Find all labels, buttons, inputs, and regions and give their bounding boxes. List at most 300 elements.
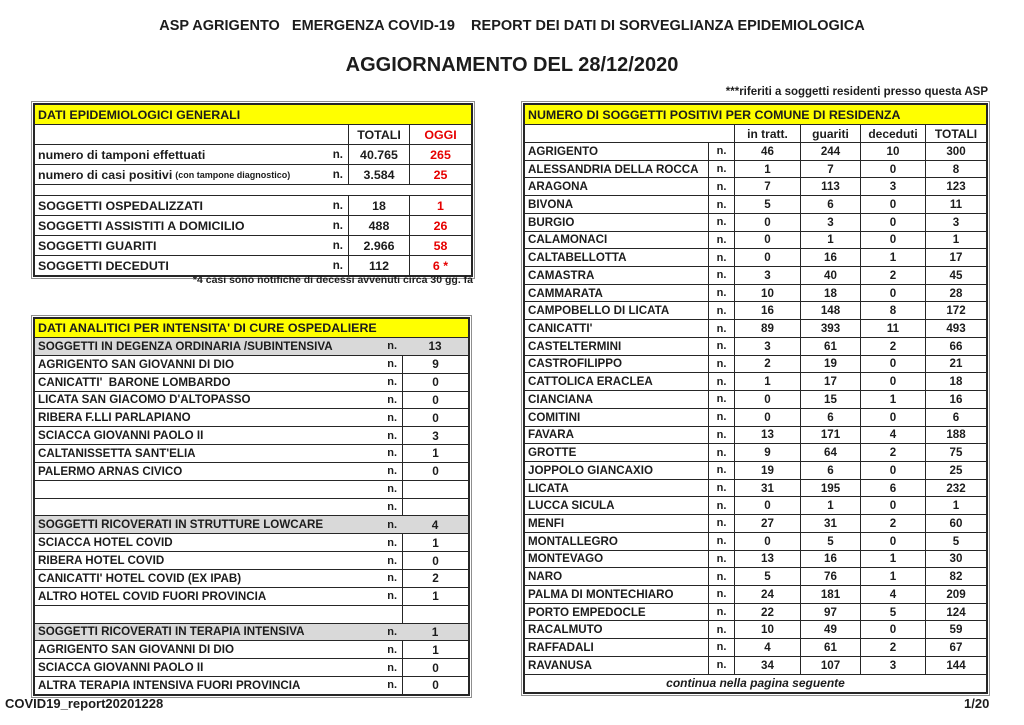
row-value-oggi: 1 (409, 196, 471, 215)
comune-row (525, 213, 986, 231)
row-label (35, 356, 402, 373)
page-number: 1/20 (964, 696, 990, 711)
general-data-row (35, 164, 471, 184)
hospital-intensity-table (33, 317, 470, 696)
comune-name: RACALMUTO (528, 623, 603, 637)
row-value-guariti: 17 (800, 373, 860, 390)
hospital-section-row (35, 337, 468, 355)
n-abbreviation: n. (387, 554, 397, 567)
comune-row (525, 426, 986, 444)
row-value-oggi: 6 * (409, 256, 471, 275)
row-label-text: LICATA SAN GIACOMO D'ALTOPASSO (38, 393, 251, 407)
n-abbreviation: n. (332, 259, 343, 272)
n-abbreviation: n. (708, 320, 734, 337)
row-value: 4 (431, 517, 439, 532)
comune-name: NARO (528, 570, 563, 584)
comune-name: MONTEVAGO (528, 552, 604, 566)
n-abbreviation: n. (708, 409, 734, 426)
column-header-guariti: guariti (800, 125, 860, 142)
row-value: 9 (402, 356, 468, 373)
comune-name: COMITINI (528, 410, 581, 424)
comune-name: RAVANUSA (528, 658, 592, 672)
row-label (35, 427, 402, 444)
comune-name: GROTTE (528, 446, 577, 460)
comune-row (525, 479, 986, 497)
row-value-totali: 1 (925, 232, 986, 249)
row-value: 3 (402, 427, 468, 444)
row-label-text: SOGGETTI IN DEGENZA ORDINARIA /SUBINTENSIVA (38, 339, 333, 353)
row-value-guariti: 6 (800, 196, 860, 213)
n-abbreviation: n. (708, 639, 734, 656)
row-value-totali: 17 (925, 249, 986, 266)
n-abbreviation: n. (332, 199, 343, 212)
row-value-totali: 60 (925, 515, 986, 532)
row-value-in-tratt: 16 (734, 302, 800, 319)
comuni-header-empty (525, 125, 734, 142)
comune-row (525, 638, 986, 656)
row-value-guariti: 6 (800, 409, 860, 426)
comune-name: RAFFADALI (528, 640, 594, 654)
row-value-totali: 188 (925, 427, 986, 444)
n-abbreviation: n. (387, 465, 397, 478)
row-value-deceduti: 3 (860, 178, 925, 195)
row-value-totali: 18 (925, 373, 986, 390)
row-label (35, 624, 402, 641)
general-data-row (35, 144, 471, 164)
comune-row (525, 177, 986, 195)
row-label (35, 256, 348, 275)
row-value-deceduti: 0 (860, 285, 925, 302)
n-abbreviation: n. (708, 178, 734, 195)
hospital-data-row (35, 373, 468, 391)
row-value-guariti: 7 (800, 161, 860, 178)
row-value-totali: 16 (925, 391, 986, 408)
row-value-totali: 144 (925, 657, 986, 674)
hospital-data-row (35, 426, 468, 444)
n-abbreviation: n. (387, 340, 397, 353)
n-abbreviation: n. (708, 551, 734, 568)
row-value-totali: 3 (925, 214, 986, 231)
n-abbreviation: n. (387, 376, 397, 389)
row-label (35, 145, 348, 164)
general-table-body (35, 144, 471, 275)
row-value-deceduti: 0 (860, 533, 925, 550)
comune-name: CANICATTI' (528, 322, 593, 336)
comune-row (525, 372, 986, 390)
hospital-table-title: DATI ANALITICI PER INTENSITA' DI CURE OSPEDALIERE (35, 319, 468, 337)
row-value-in-tratt: 10 (734, 285, 800, 302)
asp-residents-note: ***riferiti a soggetti residenti presso questa ASP (725, 86, 988, 98)
row-value-guariti: 15 (800, 391, 860, 408)
row-label (35, 516, 402, 533)
hospital-data-row (35, 676, 468, 694)
n-abbreviation: n. (708, 338, 734, 355)
hospital-data-row (35, 569, 468, 587)
hospital-data-row (35, 658, 468, 676)
row-value-in-tratt: 0 (734, 533, 800, 550)
row-label (35, 570, 402, 587)
comune-name: BURGIO (528, 215, 575, 229)
comune-row (525, 195, 986, 213)
comune-row (525, 656, 986, 674)
row-value-guariti: 171 (800, 427, 860, 444)
row-value-in-tratt: 89 (734, 320, 800, 337)
row-value (402, 481, 468, 498)
row-value-deceduti: 6 (860, 480, 925, 497)
report-subtitle: AGGIORNAMENTO DEL 28/12/2020 (345, 54, 679, 76)
general-spacer-row (35, 184, 471, 195)
comune-row (525, 390, 986, 408)
n-abbreviation: n. (708, 232, 734, 249)
n-abbreviation: n. (708, 462, 734, 479)
row-value-in-tratt: 7 (734, 178, 800, 195)
row-label-text: numero di casi positivi (38, 167, 173, 182)
row-value-deceduti: 0 (860, 196, 925, 213)
row-label-text: PALERMO ARNAS CIVICO (38, 464, 183, 478)
row-label (35, 216, 348, 235)
row-label (35, 588, 402, 605)
row-label-text: CALTANISSETTA SANT'ELIA (38, 446, 196, 460)
comune-row (525, 301, 986, 319)
row-value-in-tratt: 31 (734, 480, 800, 497)
row-value-guariti: 3 (800, 214, 860, 231)
row-value: 2 (402, 570, 468, 587)
n-abbreviation: n. (708, 391, 734, 408)
n-abbreviation: n. (708, 657, 734, 674)
row-value: 0 (402, 409, 468, 426)
n-abbreviation: n. (708, 161, 734, 178)
comune-name: ARAGONA (528, 180, 588, 194)
row-value-in-tratt: 13 (734, 551, 800, 568)
row-value-deceduti: 0 (860, 356, 925, 373)
comune-row (525, 248, 986, 266)
row-value-deceduti: 0 (860, 409, 925, 426)
hospital-data-row (35, 498, 468, 516)
hospital-data-row (35, 391, 468, 409)
row-label-text: SOGGETTI ASSISTITI A DOMICILIO (38, 218, 245, 233)
row-label (35, 236, 348, 255)
hospital-section-row (35, 515, 468, 533)
row-value-guariti: 61 (800, 639, 860, 656)
row-label-text: SOGGETTI OSPEDALIZZATI (38, 198, 203, 213)
row-label (35, 641, 402, 658)
comune-row (525, 585, 986, 603)
row-value-in-tratt: 9 (734, 444, 800, 461)
row-value-deceduti: 0 (860, 462, 925, 479)
row-value-guariti: 16 (800, 551, 860, 568)
comune-name: JOPPOLO GIANCAXIO (528, 463, 653, 477)
comune-name: CIANCIANA (528, 392, 594, 406)
n-abbreviation: n. (387, 590, 397, 603)
row-value: 0 (402, 659, 468, 676)
row-value-guariti: 244 (800, 143, 860, 160)
row-value-deceduti: 10 (860, 143, 925, 160)
n-abbreviation: n. (387, 393, 397, 406)
row-value-in-tratt: 22 (734, 604, 800, 621)
row-label-text: SCIACCA HOTEL COVID (38, 536, 173, 550)
row-value-guariti: 19 (800, 356, 860, 373)
n-abbreviation: n. (708, 196, 734, 213)
row-value-totali: 112 (348, 256, 409, 275)
n-abbreviation: n. (387, 411, 397, 424)
row-value-guariti: 393 (800, 320, 860, 337)
row-value-totali: 493 (925, 320, 986, 337)
row-value-oggi: 265 (409, 145, 471, 164)
comune-name: CASTROFILIPPO (528, 357, 623, 371)
row-label-text: SCIACCA GIOVANNI PAOLO II (38, 661, 204, 675)
comune-name: CALTABELLOTTA (528, 251, 627, 265)
row-label-text: SOGGETTI RICOVERATI IN TERAPIA INTENSIVA (38, 625, 305, 639)
n-abbreviation: n. (708, 285, 734, 302)
comune-name: CASTELTERMINI (528, 339, 622, 353)
row-value-guariti: 61 (800, 338, 860, 355)
row-value-totali: 6 (925, 409, 986, 426)
continues-next-page-note: continua nella pagina seguente (525, 674, 986, 692)
row-value: 1 (402, 588, 468, 605)
row-value-guariti: 113 (800, 178, 860, 195)
row-value-guariti: 76 (800, 568, 860, 585)
row-value-totali: 18 (348, 196, 409, 215)
row-value: 13 (428, 339, 442, 354)
hospital-data-row (35, 640, 468, 658)
comune-row (525, 567, 986, 585)
row-value-deceduti: 0 (860, 161, 925, 178)
row-label-text: ALTRA TERAPIA INTENSIVA FUORI PROVINCIA (38, 678, 301, 692)
row-label-text: numero di tamponi effettuati (38, 147, 206, 162)
row-value: 1 (402, 445, 468, 462)
row-value-deceduti: 1 (860, 249, 925, 266)
comune-name: CALAMONACI (528, 233, 608, 247)
hospital-data-row (35, 408, 468, 426)
row-label-text: AGRIGENTO SAN GIOVANNI DI DIO (38, 357, 235, 371)
row-value-in-tratt: 1 (734, 161, 800, 178)
row-value-totali: 30 (925, 551, 986, 568)
comune-name: AGRIGENTO (528, 144, 598, 158)
row-value-totali: 209 (925, 586, 986, 603)
row-value-guariti: 148 (800, 302, 860, 319)
row-value-guariti: 5 (800, 533, 860, 550)
comuni-table-body (525, 142, 986, 674)
row-value-guariti: 31 (800, 515, 860, 532)
comune-row (525, 443, 986, 461)
row-label (35, 409, 402, 426)
row-value-in-tratt: 3 (734, 338, 800, 355)
row-value-deceduti: 1 (860, 551, 925, 568)
row-value-guariti: 97 (800, 604, 860, 621)
n-abbreviation: n. (708, 249, 734, 266)
row-value-totali: 59 (925, 621, 986, 638)
comune-name: LICATA (528, 481, 569, 495)
comune-row (525, 142, 986, 160)
row-label (35, 534, 402, 551)
row-label (35, 463, 402, 480)
row-value-totali: 5 (925, 533, 986, 550)
row-value-guariti: 18 (800, 285, 860, 302)
row-value-in-tratt: 34 (734, 657, 800, 674)
row-value: 0 (402, 392, 468, 409)
row-label (35, 499, 402, 516)
comune-row (525, 319, 986, 337)
comune-name: FAVARA (528, 428, 574, 442)
comune-name: ALESSANDRIA DELLA ROCCA (528, 162, 699, 176)
row-label (35, 606, 402, 623)
column-header-deceduti: deceduti (860, 125, 925, 142)
row-value-totali: 123 (925, 178, 986, 195)
comune-row (525, 603, 986, 621)
row-value-in-tratt: 27 (734, 515, 800, 532)
row-label-text: SOGGETTI DECEDUTI (38, 258, 169, 273)
row-value-in-tratt: 3 (734, 267, 800, 284)
row-value-in-tratt: 0 (734, 232, 800, 249)
comune-name: LUCCA SICULA (528, 499, 615, 513)
row-label (35, 338, 402, 355)
row-value: 1 (402, 534, 468, 551)
row-label-text: ALTRO HOTEL COVID FUORI PROVINCIA (38, 589, 267, 603)
n-abbreviation: n. (332, 168, 343, 181)
comune-name: BIVONA (528, 198, 574, 212)
row-label (35, 677, 402, 694)
n-abbreviation: n. (387, 625, 397, 638)
general-header-empty (35, 125, 348, 144)
row-value-guariti: 6 (800, 462, 860, 479)
row-value (402, 606, 468, 623)
row-value-deceduti: 0 (860, 373, 925, 390)
row-value-totali: 300 (925, 143, 986, 160)
n-abbreviation: n. (708, 143, 734, 160)
comune-name: MONTALLEGRO (528, 534, 618, 548)
row-label (35, 481, 402, 498)
row-value-in-tratt: 1 (734, 373, 800, 390)
row-value-in-tratt: 5 (734, 196, 800, 213)
row-value-deceduti: 2 (860, 267, 925, 284)
row-value-deceduti: 3 (860, 657, 925, 674)
n-abbreviation: n. (708, 267, 734, 284)
row-label-text: SCIACCA GIOVANNI PAOLO II (38, 429, 204, 443)
row-label-text: AGRIGENTO SAN GIOVANNI DI DIO (38, 643, 235, 657)
comune-name: CAMMARATA (528, 286, 603, 300)
n-abbreviation: n. (708, 621, 734, 638)
general-table-title: DATI EPIDEMIOLOGICI GENERALI (35, 105, 471, 124)
comune-row (525, 532, 986, 550)
n-abbreviation: n. (708, 444, 734, 461)
row-value-in-tratt: 0 (734, 497, 800, 514)
n-abbreviation: n. (332, 148, 343, 161)
comune-row (525, 284, 986, 302)
row-value-totali: 3.584 (348, 165, 409, 184)
row-value-in-tratt: 5 (734, 568, 800, 585)
column-header-in-tratt: in tratt. (734, 125, 800, 142)
row-label (35, 445, 402, 462)
row-value-deceduti: 2 (860, 639, 925, 656)
n-abbreviation: n. (708, 515, 734, 532)
row-value: 0 (402, 552, 468, 569)
row-value-in-tratt: 4 (734, 639, 800, 656)
row-value-deceduti: 0 (860, 232, 925, 249)
row-value-totali: 2.966 (348, 236, 409, 255)
n-abbreviation: n. (708, 214, 734, 231)
n-abbreviation: n. (387, 661, 397, 674)
row-label (35, 165, 348, 184)
n-abbreviation: n. (708, 356, 734, 373)
comune-row (525, 461, 986, 479)
general-data-row (35, 215, 471, 235)
row-value-totali: 21 (925, 356, 986, 373)
column-header-oggi: OGGI (409, 125, 471, 144)
row-value: 0 (402, 677, 468, 694)
row-value-guariti: 16 (800, 249, 860, 266)
row-label-text: CANICATTI' BARONE LOMBARDO (38, 375, 231, 389)
row-value-deceduti: 11 (860, 320, 925, 337)
comuni-table-title: NUMERO DI SOGGETTI POSITIVI PER COMUNE DI RESIDENZA (525, 105, 986, 124)
row-value-deceduti: 0 (860, 214, 925, 231)
row-label-text: RIBERA F.LLI PARLAPIANO (38, 411, 191, 425)
hospital-data-row (35, 480, 468, 498)
row-value-deceduti: 0 (860, 621, 925, 638)
row-label-text: SOGGETTI RICOVERATI IN STRUTTURE LOWCARE (38, 518, 324, 532)
document-filename: COVID19_report20201228 (5, 696, 164, 711)
row-value-totali: 232 (925, 480, 986, 497)
row-value-guariti: 1 (800, 497, 860, 514)
row-value-totali: 1 (925, 497, 986, 514)
n-abbreviation: n. (332, 239, 343, 252)
n-abbreviation: n. (387, 358, 397, 371)
row-value-in-tratt: 0 (734, 249, 800, 266)
comune-row (525, 337, 986, 355)
n-abbreviation: n. (708, 586, 734, 603)
row-value-totali: 75 (925, 444, 986, 461)
row-value-deceduti: 4 (860, 586, 925, 603)
row-value-in-tratt: 2 (734, 356, 800, 373)
row-value-guariti: 49 (800, 621, 860, 638)
comuni-table-header-row (525, 124, 986, 142)
row-value: 0 (402, 374, 468, 391)
general-table-header-row (35, 124, 471, 144)
n-abbreviation: n. (708, 427, 734, 444)
comune-row (525, 355, 986, 373)
comune-name: CAMPOBELLO DI LICATA (528, 304, 670, 318)
row-value-deceduti: 0 (860, 497, 925, 514)
comune-name: CATTOLICA ERACLEA (528, 375, 653, 389)
comune-name: PORTO EMPEDOCLE (528, 605, 646, 619)
n-abbreviation: n. (332, 219, 343, 232)
comune-row (525, 266, 986, 284)
row-value-deceduti: 8 (860, 302, 925, 319)
row-value-oggi: 26 (409, 216, 471, 235)
comune-name: CAMASTRA (528, 268, 595, 282)
comune-row (525, 160, 986, 178)
row-value-deceduti: 2 (860, 338, 925, 355)
general-data-row (35, 255, 471, 275)
municipality-positives-table (523, 103, 988, 694)
comune-name: MENFI (528, 516, 565, 530)
row-value-in-tratt: 10 (734, 621, 800, 638)
hospital-table-body (35, 337, 468, 694)
hospital-data-row (35, 551, 468, 569)
hospital-data-row (35, 444, 468, 462)
row-value-totali: 124 (925, 604, 986, 621)
n-abbreviation: n. (708, 568, 734, 585)
hospital-data-row (35, 587, 468, 605)
general-data-row (35, 235, 471, 255)
row-label-text: RIBERA HOTEL COVID (38, 554, 165, 568)
row-value-guariti: 195 (800, 480, 860, 497)
row-value-guariti: 40 (800, 267, 860, 284)
hospital-data-row (35, 462, 468, 480)
row-label (35, 196, 348, 215)
comune-row (525, 550, 986, 568)
row-value-in-tratt: 0 (734, 409, 800, 426)
row-value-totali: 40.765 (348, 145, 409, 164)
